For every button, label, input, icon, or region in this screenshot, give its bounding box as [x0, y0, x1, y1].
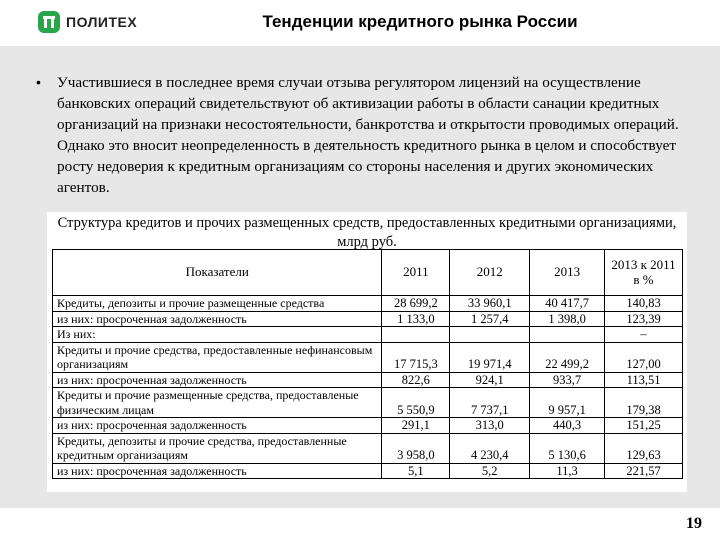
- table-caption: Структура кредитов и прочих размещенных средств, предоставленных кредитными организациями, млрд руб.: [57, 215, 677, 250]
- cell-2013: 11,3: [530, 463, 605, 479]
- cell-2013: 440,3: [530, 418, 605, 434]
- table-row: [53, 418, 683, 434]
- cell-2011: 822,6: [382, 372, 450, 388]
- row-label: Кредиты и прочие средства, предоставленные нефинансовым организациям: [53, 342, 382, 372]
- slide-title: Тенденции кредитного рынка России: [262, 12, 578, 31]
- header-2011: 2011: [382, 250, 450, 296]
- brand-name: ПОЛИТЕХ: [66, 14, 138, 30]
- cell-2013: 1 398,0: [530, 311, 605, 327]
- row-label: Из них:: [53, 327, 382, 343]
- table-row: [53, 433, 683, 463]
- cell-2012: 33 960,1: [450, 296, 530, 312]
- page-number: 19: [686, 515, 702, 532]
- cell-percent: 123,39: [605, 311, 683, 327]
- cell-percent: –: [605, 327, 683, 343]
- cell-2013: 933,7: [530, 372, 605, 388]
- cell-2012: 313,0: [450, 418, 530, 434]
- cell-2013: 22 499,2: [530, 342, 605, 372]
- cell-2013: 9 957,1: [530, 388, 605, 418]
- row-label: из них: просроченная задолженность: [53, 311, 382, 327]
- table-row: [53, 342, 683, 372]
- cell-2012: [450, 327, 530, 343]
- cell-2011: [382, 327, 450, 343]
- row-label: Кредиты, депозиты и прочие средства, предоставленные кредитным организациям: [53, 433, 382, 463]
- row-label: из них: просроченная задолженность: [53, 372, 382, 388]
- table-row: [53, 388, 683, 418]
- header-indicator: Показатели: [53, 250, 382, 296]
- cell-2012: 1 257,4: [450, 311, 530, 327]
- cell-2013: 5 130,6: [530, 433, 605, 463]
- cell-percent: 221,57: [605, 463, 683, 479]
- cell-2012: 19 971,4: [450, 342, 530, 372]
- bullet-dot-icon: •: [36, 74, 41, 90]
- cell-2012: 5,2: [450, 463, 530, 479]
- cell-2012: 924,1: [450, 372, 530, 388]
- row-label: из них: просроченная задолженность: [53, 418, 382, 434]
- table-row: [53, 372, 683, 388]
- header-2013: 2013: [530, 250, 605, 296]
- cell-percent: 127,00: [605, 342, 683, 372]
- cell-2012: 7 737,1: [450, 388, 530, 418]
- row-label: Кредиты, депозиты и прочие размещенные средства: [53, 296, 382, 312]
- cell-percent: 113,51: [605, 372, 683, 388]
- slide-header: [0, 0, 720, 46]
- cell-percent: 151,25: [605, 418, 683, 434]
- bullet-text: Участившиеся в последнее время случаи отзыва регулятором лицензий на осуществление банковских операций свидетельствуют об активизации работы в области санации кредитных организаций на признаки несостоятельности, банкротства и открытости проводимых операций. Однако это вносит неопределенность в деятельность кредитного рынка в целом и способствует росту недоверия к кредитным организациям со стороны населения и других экономических агентов.: [57, 74, 679, 196]
- table-row: [53, 327, 683, 343]
- politech-logo-icon: [38, 11, 60, 33]
- row-label: из них: просроченная задолженность: [53, 463, 382, 479]
- cell-2011: 3 958,0: [382, 433, 450, 463]
- cell-2011: 28 699,2: [382, 296, 450, 312]
- brand-logo: [38, 11, 137, 33]
- cell-2012: 4 230,4: [450, 433, 530, 463]
- table-row: [53, 296, 683, 312]
- cell-percent: 179,38: [605, 388, 683, 418]
- cell-2011: 291,1: [382, 418, 450, 434]
- row-label: Кредиты и прочие размещенные средства, предоставленые физическим лицам: [53, 388, 382, 418]
- header-2012: 2012: [450, 250, 530, 296]
- table-row: [53, 463, 683, 479]
- table-header-row: [53, 250, 683, 296]
- cell-2013: 40 417,7: [530, 296, 605, 312]
- table-row: [53, 311, 683, 327]
- header-2013-vs-2011: 2013 к 2011 в %: [605, 250, 683, 296]
- bullet-paragraph: [36, 72, 696, 198]
- cell-2011: 1 133,0: [382, 311, 450, 327]
- cell-2011: 5,1: [382, 463, 450, 479]
- credit-structure-table: [52, 249, 683, 479]
- cell-2011: 17 715,3: [382, 342, 450, 372]
- cell-percent: 129,63: [605, 433, 683, 463]
- cell-2011: 5 550,9: [382, 388, 450, 418]
- cell-2013: [530, 327, 605, 343]
- cell-percent: 140,83: [605, 296, 683, 312]
